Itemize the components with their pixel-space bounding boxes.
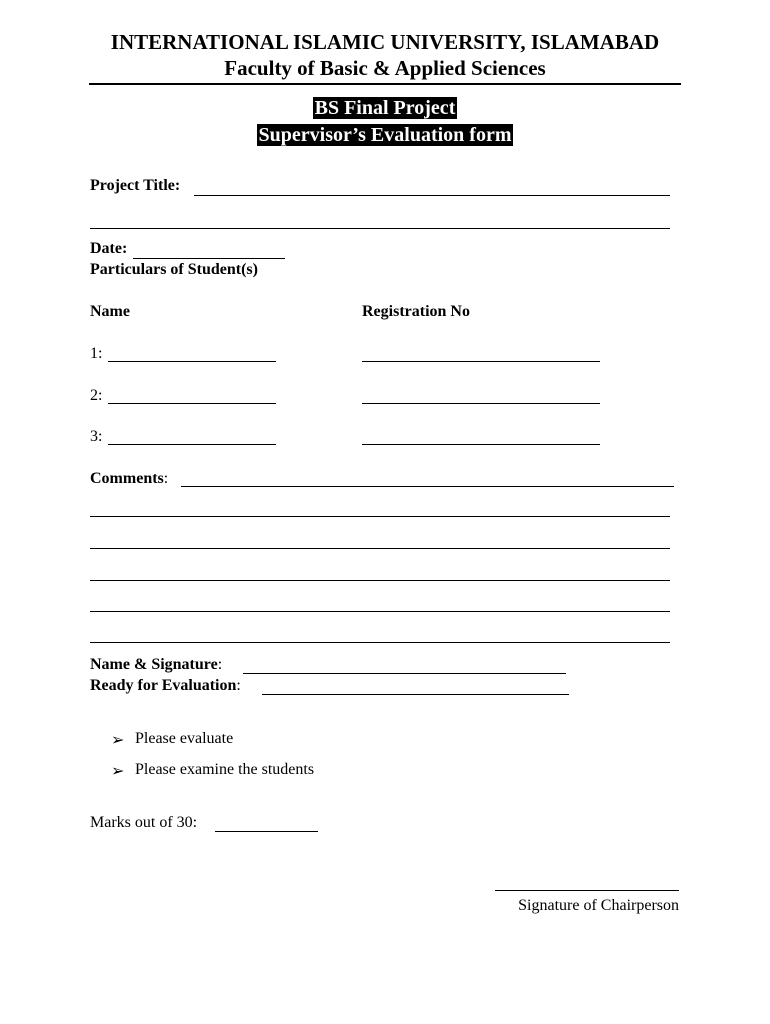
faculty-title: Faculty of Basic & Applied Sciences	[224, 56, 546, 80]
comments-line-3[interactable]	[90, 548, 670, 549]
student-2-name-field[interactable]	[108, 403, 276, 404]
chairperson-signature-line[interactable]	[495, 890, 679, 891]
option-evaluate-arrow-icon: ➢	[111, 732, 125, 749]
ready-row	[90, 677, 241, 695]
header-rule	[89, 83, 681, 85]
comments-line-5[interactable]	[90, 611, 670, 612]
project-title-field-line2[interactable]	[90, 228, 670, 229]
university-title: INTERNATIONAL ISLAMIC UNIVERSITY, ISLAMABAD	[110, 30, 660, 54]
name-column-heading: Name	[90, 303, 130, 320]
option-examine-arrow-icon: ➢	[111, 763, 125, 780]
name-signature-field[interactable]	[243, 673, 566, 674]
comments-label: Comments	[90, 470, 164, 487]
particulars-label: Particulars of Student(s)	[90, 261, 258, 278]
comments-field[interactable]	[181, 486, 674, 487]
project-title-field[interactable]	[194, 195, 670, 196]
student-1-name-field[interactable]	[108, 361, 276, 362]
marks-field[interactable]	[215, 831, 318, 832]
form-title-line2	[0, 124, 770, 147]
comments-label-row	[90, 470, 168, 488]
name-signature-row	[90, 656, 222, 674]
student-row-1-label: 1:	[90, 345, 103, 362]
comments-colon: :	[163, 470, 169, 487]
comments-line-6[interactable]	[90, 642, 670, 643]
form-title-text-1: BS Final Project	[314, 97, 456, 119]
ready-colon: :	[236, 677, 241, 694]
project-title-label: Project Title:	[90, 177, 181, 194]
form-title-text-2: Supervisor’s Evaluation form	[258, 124, 512, 146]
registration-column-heading: Registration No	[362, 303, 470, 320]
name-signature-label: Name & Signature	[90, 656, 218, 673]
date-field[interactable]	[133, 258, 285, 259]
ready-label: Ready for Evaluation	[90, 677, 237, 694]
marks-label: Marks out of 30:	[90, 814, 198, 831]
date-label: Date:	[90, 240, 128, 257]
form-title-line1	[0, 97, 770, 120]
comments-line-4[interactable]	[90, 580, 670, 581]
student-row-3-label: 3:	[90, 428, 103, 445]
ready-field[interactable]	[262, 694, 569, 695]
name-signature-colon: :	[217, 656, 223, 673]
student-2-reg-field[interactable]	[362, 403, 600, 404]
chairperson-label: Signature of Chairperson	[518, 897, 679, 914]
student-3-name-field[interactable]	[108, 444, 276, 445]
option-evaluate[interactable]: Please evaluate	[135, 730, 234, 747]
student-3-reg-field[interactable]	[362, 444, 600, 445]
comments-line-2[interactable]	[90, 516, 670, 517]
option-examine[interactable]: Please examine the students	[135, 761, 315, 778]
student-1-reg-field[interactable]	[362, 361, 600, 362]
student-row-2-label: 2:	[90, 387, 103, 404]
